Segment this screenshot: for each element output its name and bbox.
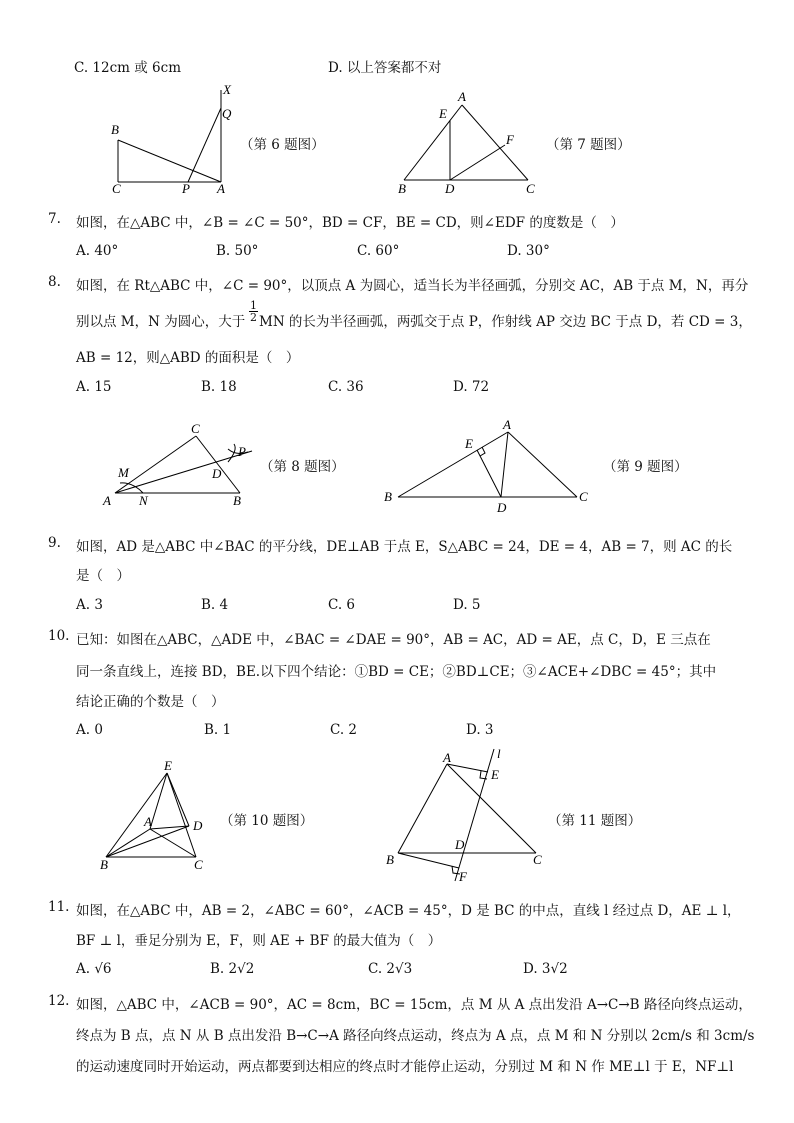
q10-line3: 结论正确的个数是（ ）	[76, 694, 225, 710]
q12-number: 12.	[48, 993, 70, 1009]
fig6-label-c: C	[112, 181, 121, 196]
q8-option-a: A. 15	[76, 379, 112, 395]
fig11-label-f: F	[459, 869, 467, 884]
q8-line3: AB = 12，则△ABD 的面积是（ ）	[76, 350, 300, 366]
fig8-label-c: C	[191, 421, 200, 436]
fig7-label-d: D	[445, 181, 455, 196]
fig8-caption: （第 8 题图）	[260, 459, 345, 475]
q12-line1: 如图，△ABC 中，∠ACB = 90°，AC = 8cm，BC = 15cm，点 M 从 A 点出发沿 A→C→B 路径向终点运动，	[76, 997, 752, 1013]
fig8-label-p: P	[238, 444, 246, 459]
fig6-label-x: X	[223, 82, 231, 97]
q7-option-b: B. 50°	[216, 243, 259, 259]
q8-option-c: C. 36	[328, 379, 364, 395]
q8-option-b: B. 18	[201, 379, 237, 395]
figure-11	[398, 749, 536, 881]
q11-line1: 如图，在△ABC 中，AB = 2，∠ABC = 60°，∠ACB = 45°，D 是 BC 的中点，直线 l 经过点 D，AE ⊥ l，	[76, 903, 741, 919]
fig8-label-n: N	[139, 493, 148, 508]
q9-option-b: B. 4	[201, 597, 229, 613]
fig9-label-c: C	[579, 489, 588, 504]
fig10-label-b: B	[100, 857, 108, 872]
q8-number: 8.	[48, 274, 61, 290]
fig8-label-m: M	[118, 465, 129, 480]
fig11-label-d: D	[455, 837, 465, 852]
fig8-label-b: B	[233, 493, 241, 508]
fig7-label-e: E	[439, 106, 447, 121]
q9-line1: 如图，AD 是△ABC 中∠BAC 的平分线，DE⊥AB 于点 E，S△ABC = 24，DE = 4，AB = 7，则 AC 的长	[76, 539, 733, 555]
q8-fraction-num: 1	[250, 299, 257, 312]
figure-9-labels	[384, 417, 588, 515]
q9-option-d: D. 5	[453, 597, 481, 613]
fig7-label-c: C	[526, 181, 535, 196]
q11-option-a: A. √6	[76, 961, 112, 977]
q10-option-a: A. 0	[76, 722, 103, 738]
q10-option-b: B. 1	[204, 722, 232, 738]
fig6-label-b: B	[111, 122, 119, 137]
prev-option-d: D. 以上答案都不对	[328, 60, 442, 76]
fig11-caption: （第 11 题图）	[548, 813, 642, 829]
fig9-label-a: A	[503, 417, 511, 432]
q8-option-d: D. 72	[453, 379, 490, 395]
fig7-label-b: B	[398, 181, 406, 196]
fig10-label-d: D	[193, 818, 203, 833]
fig6-label-p: P	[182, 181, 190, 196]
q11-option-d: D. 3√2	[523, 961, 568, 977]
q7-option-c: C. 60°	[357, 243, 400, 259]
fig10-label-e: E	[164, 758, 172, 773]
q10-option-d: D. 3	[466, 722, 494, 738]
fig10-label-c: C	[194, 857, 203, 872]
fig9-caption: （第 9 题图）	[603, 459, 688, 475]
fig11-label-l: l	[497, 746, 501, 761]
q9-option-a: A. 3	[76, 597, 103, 613]
fig11-label-e: E	[491, 767, 499, 782]
fig11-label-b: B	[386, 852, 394, 867]
fig9-label-d: D	[497, 500, 507, 515]
q7-option-a: A. 40°	[76, 243, 119, 259]
q10-option-c: C. 2	[330, 722, 358, 738]
q8-line2a: 别以点 M，N 为圆心，大于	[76, 314, 246, 330]
figure-11-labels	[386, 746, 542, 884]
figure-9	[398, 432, 577, 497]
fig6-label-q: Q	[222, 106, 232, 121]
figure-8	[115, 436, 252, 493]
fig7-caption: （第 7 题图）	[546, 137, 631, 153]
fig9-label-b: B	[384, 489, 392, 504]
fig7-label-f: F	[506, 132, 514, 147]
q7-option-d: D. 30°	[507, 243, 550, 259]
fig7-label-a: A	[458, 89, 466, 104]
q10-number: 10.	[48, 628, 70, 644]
q9-line2: 是（ ）	[76, 568, 130, 584]
q11-option-b: B. 2√2	[210, 961, 255, 977]
fig10-caption: （第 10 题图）	[220, 813, 314, 829]
fig11-label-c: C	[533, 852, 542, 867]
fig11-label-a: A	[443, 750, 451, 765]
q11-line2: BF ⊥ l，垂足分别为 E，F，则 AE + BF 的最大值为（ ）	[76, 933, 442, 949]
q10-line2: 同一条直线上，连接 BD，BE.以下四个结论：①BD = CE；②BD⊥CE；③∠ACE+∠DBC = 45°；其中	[76, 664, 717, 680]
q10-line1: 已知：如图在△ABC，△ADE 中，∠BAC = ∠DAE = 90°，AB = AC，AD = AE，点 C，D，E 三点在	[76, 632, 711, 648]
q11-option-c: C. 2√3	[368, 961, 413, 977]
fig6-caption: （第 6 题图）	[240, 137, 325, 153]
q8-fraction	[249, 300, 258, 323]
fig8-label-d: D	[212, 466, 222, 481]
fig8-label-a: A	[103, 493, 111, 508]
q8-line2b: MN 的长为半径画弧，两弧交于点 P，作射线 AP 交边 BC 于点 D，若 CD = 3，	[259, 314, 752, 330]
q7-text: 如图，在△ABC 中，∠B = ∠C = 50°，BD = CF，BE = CD，则∠EDF 的度数是（ ）	[76, 215, 624, 231]
figure-10-labels	[100, 758, 203, 872]
q12-line2: 终点为 B 点，点 N 从 B 点出发沿 B→C→A 路径向终点运动，终点为 A 点，点 M 和 N 分别以 2cm/s 和 3cm/s	[76, 1028, 755, 1044]
fig9-label-e: E	[465, 436, 473, 451]
fig6-label-a: A	[217, 181, 225, 196]
q11-number: 11.	[48, 899, 70, 915]
q9-option-c: C. 6	[328, 597, 356, 613]
fig10-label-a: A	[144, 814, 152, 829]
q12-line3: 的运动速度同时开始运动，两点都要到达相应的终点时才能停止运动，分别过 M 和 N 作 ME⊥l 于 E，NF⊥l	[76, 1059, 734, 1075]
figure-6	[118, 90, 221, 182]
figure-8-labels	[102, 421, 246, 508]
q8-fraction-den: 2	[250, 311, 257, 324]
q9-number: 9.	[48, 535, 61, 551]
prev-option-c: C. 12cm 或 6cm	[74, 60, 182, 76]
q7-number: 7.	[48, 211, 61, 227]
q8-line1: 如图，在 Rt△ABC 中，∠C = 90°，以顶点 A 为圆心，适当长为半径画弧，分别交 AC，AB 于点 M，N，再分	[76, 278, 749, 294]
